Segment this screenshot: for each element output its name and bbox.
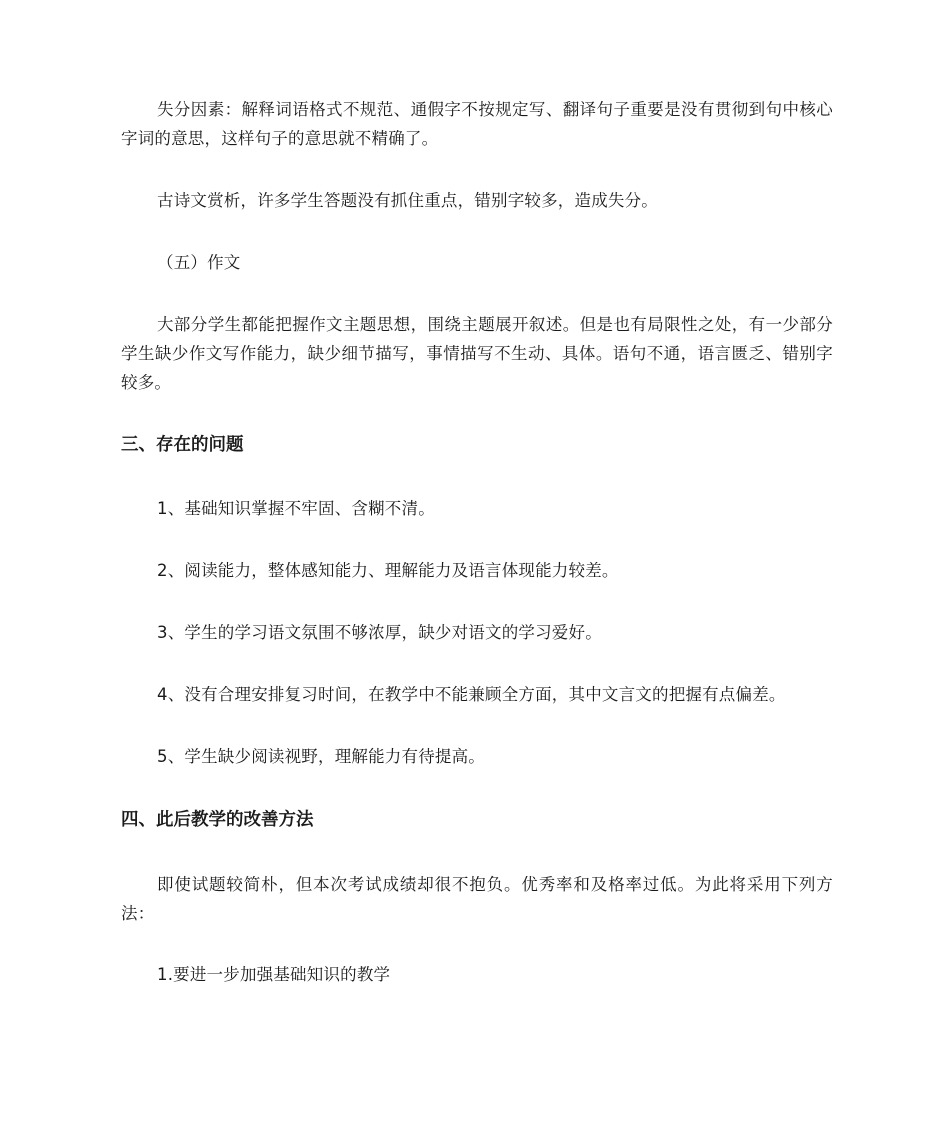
list-item: 2、阅读能力，整体感知能力、理解能力及语言体现能力较差。 — [157, 561, 619, 580]
paragraph-improvement-intro: 即使试题较简朴，但本次考试成绩却很不抱负。优秀率和及格率过低。为此将采用下列方法： — [121, 875, 833, 923]
section-heading-improvement: 四、此后教学的改善方法 — [121, 810, 314, 830]
section-heading-problems: 三、存在的问题 — [121, 435, 244, 455]
list-item: 4、没有合理安排复习时间，在教学中不能兼顾全方面，其中文言文的把握有点偏差。 — [157, 685, 786, 704]
list-item: 5、学生缺少阅读视野，理解能力有待提高。 — [157, 747, 485, 766]
paragraph-poetry-analysis: 古诗文赏析，许多学生答题没有抓住重点，错别字较多，造成失分。 — [157, 191, 658, 210]
list-item: 1、基础知识掌握不牢固、含糊不清。 — [157, 499, 435, 518]
paragraph-scoring-factors: 失分因素：解释词语格式不规范、通假字不按规定写、翻译句子重要是没有贯彻到句中核心字词的意思，这样句子的意思就不精确了。 — [121, 100, 833, 148]
list-item: 1.要进一步加强基础知识的教学 — [157, 965, 391, 984]
subheading-composition: （五）作文 — [157, 253, 241, 272]
paragraph-composition: 大部分学生都能把握作文主题思想，围绕主题展开叙述。但是也有局限性之处，有一少部分学生缺少作文写作能力，缺少细节描写，事情描写不生动、具体。语句不通，语言匮乏、错别字较多。 — [121, 315, 833, 392]
list-item: 3、学生的学习语文氛围不够浓厚，缺少对语文的学习爱好。 — [157, 623, 602, 642]
